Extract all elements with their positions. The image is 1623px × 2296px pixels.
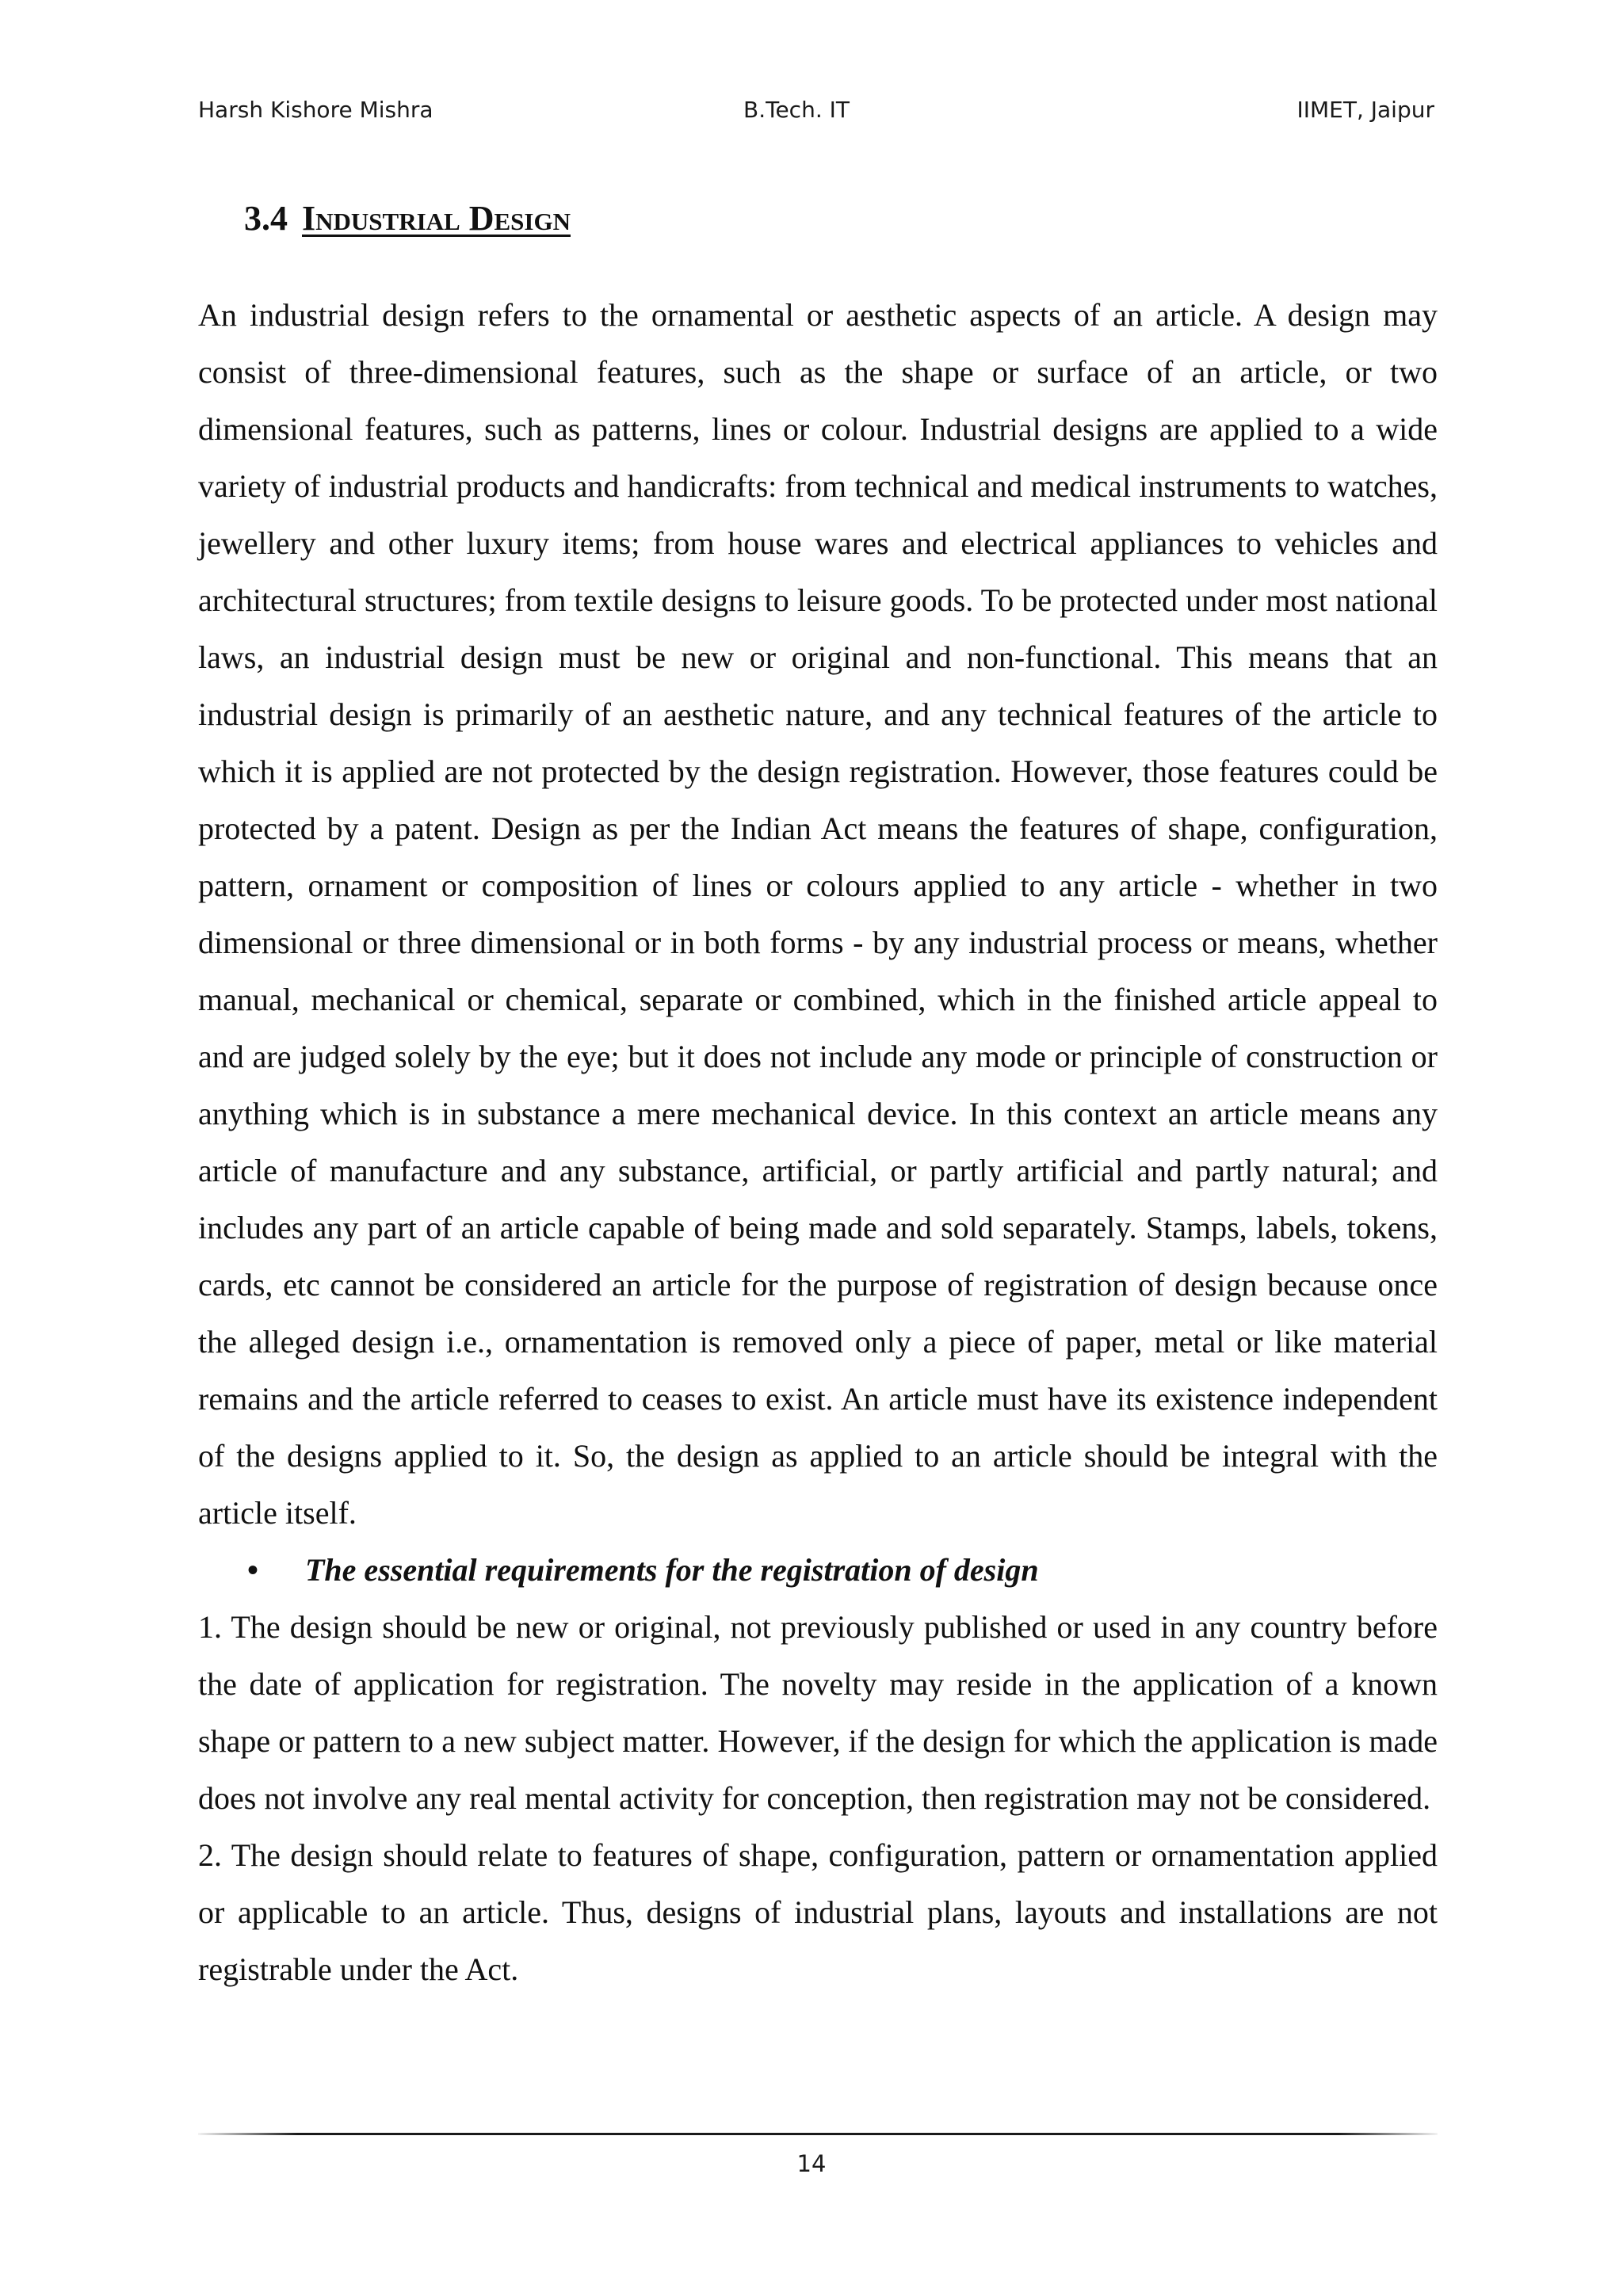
footer-divider bbox=[198, 2133, 1438, 2135]
bullet-heading: The essential requirements for the registration of design bbox=[305, 1552, 1039, 1588]
section-title: Industrial Design bbox=[302, 199, 571, 238]
section-heading bbox=[244, 198, 571, 238]
bullet-icon: • bbox=[247, 1552, 259, 1588]
page-number: 14 bbox=[796, 2150, 827, 2177]
page-header bbox=[198, 97, 1434, 136]
header-institute: IIMET, Jaipur bbox=[1296, 97, 1434, 123]
page-content bbox=[198, 287, 1438, 1998]
section-number: 3.4 bbox=[244, 199, 288, 238]
body-paragraph: An industrial design refers to the ornamental or aesthetic aspects of an article. A design may consist of three-dimensional features, such as the shape or surface of an article, or two dimensional features, such as patterns, lines or colour. Industrial designs are applied to a wide variety of industrial products and handicrafts: from technical and medical instruments to watches, jewellery and other luxury items; from house wares and electrical appliances to vehicles and architectural structures; from textile designs to leisure goods. To be protected under most national laws, an industrial design must be new or original and non-functional. This means that an industrial design is primarily of an aesthetic nature, and any technical features of the article to which it is applied are not protected by the design registration. However, those features could be protected by a patent. Design as per the Indian Act means the features of shape, configuration, pattern, ornament or composition of lines or colours applied to any article - whether in two dimensional or three dimensional or in both forms - by any industrial process or means, whether manual, mechanical or chemical, separate or combined, which in the finished article appeal to and are judged solely by the eye; but it does not include any mode or principle of construction or anything which is in substance a mere mechanical device. In this context an article means any article of manufacture and any substance, artificial, or partly artificial and partly natural; and includes any part of an article capable of being made and sold separately. Stamps, labels, tokens, cards, etc cannot be considered an article for the purpose of registration of design because once the alleged design i.e., ornamentation is removed only a piece of paper, metal or like material remains and the article referred to ceases to exist. An article must have its existence independent of the designs applied to it. So, the design as applied to an article should be integral with the article itself. bbox=[198, 297, 1438, 1531]
requirement-1: 1. The design should be new or original, not previously published or used in any country before the date of application for registration. The novelty may reside in the application of a known shape or pattern to a new subject matter. However, if the design for which the application is made does not involve any real mental activity for conception, then registration may not be considered. bbox=[198, 1609, 1438, 1816]
header-course: B.Tech. IT bbox=[743, 97, 850, 123]
bullet-item bbox=[198, 1542, 1438, 1599]
header-author: Harsh Kishore Mishra bbox=[198, 97, 433, 123]
requirement-2: 2. The design should relate to features of shape, configuration, pattern or ornamentation applied or applicable to an article. Thus, designs of industrial plans, layouts and installations are not registrable under the Act. bbox=[198, 1837, 1438, 1987]
